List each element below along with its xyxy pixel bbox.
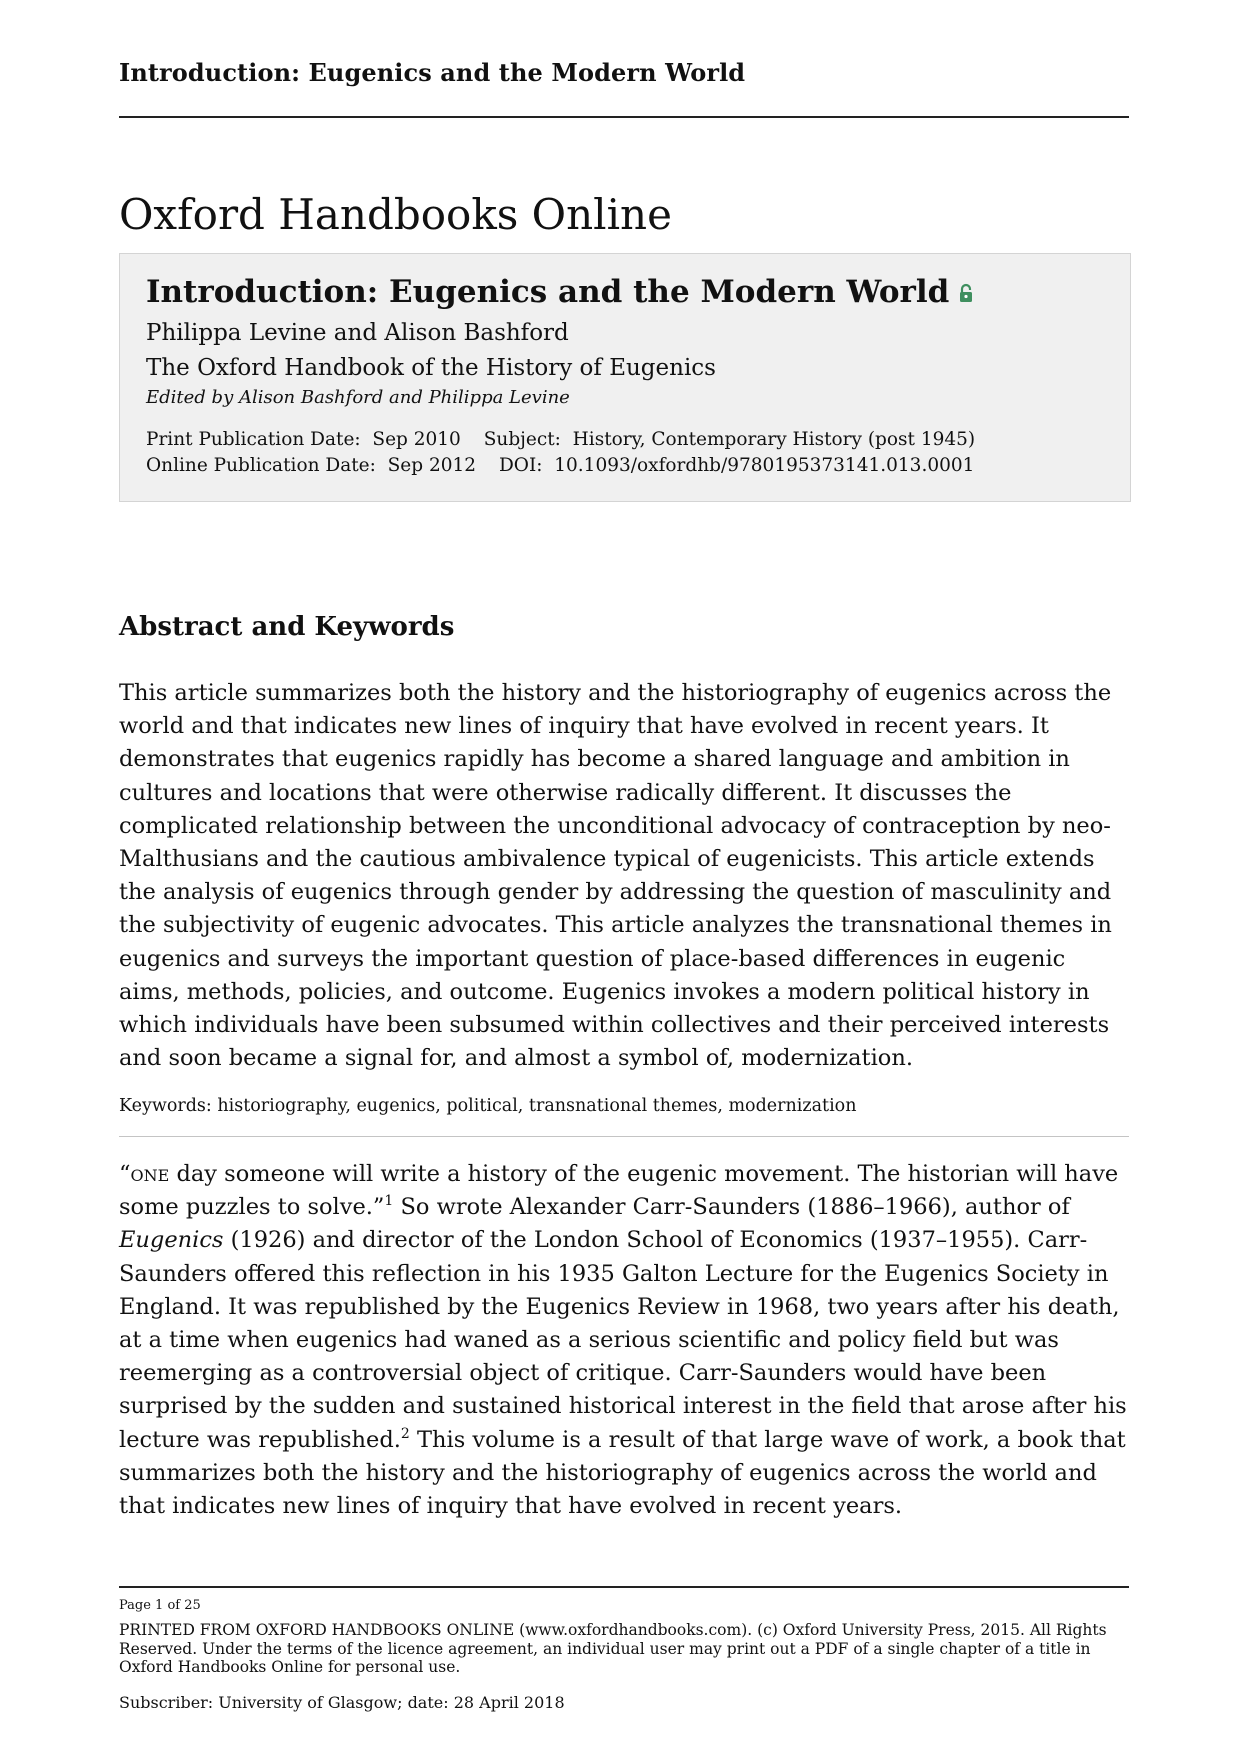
body-paragraph (119, 1158, 1131, 1523)
subject-label: Subject: (483, 429, 561, 450)
doi-value[interactable]: 10.1093/oxfordhb/9780195373141.013.0001 (554, 455, 975, 476)
keywords-divider (119, 1136, 1129, 1137)
site-name: Oxford Handbooks Online (119, 190, 672, 239)
chapter-title-row (146, 274, 973, 310)
print-pub-label: Print Publication Date: (146, 429, 361, 450)
online-pub-value: Sep 2012 (387, 455, 477, 476)
doi-label: DOI: (498, 455, 543, 476)
page-number: Page 1 of 25 (119, 1598, 201, 1613)
body-text-part-3: (1926) and director of the London School of Economics (1937–1955). Carr-Saunders offered this reflection in his 1935 Galton Lecture for the Eugenics Society in England. It was republished by the Eugenics Review in 1968, two years after his death, at a time when eugenics had waned as a serious scientific and policy field but was reemerging as a controversial object of critique. Carr-Saunders would have been surprised by the sudden and sustained historical interest in the field that arose after his lecture was republished. (119, 1227, 1127, 1453)
book-title-italic: Eugenics (119, 1227, 224, 1254)
footer-divider (119, 1586, 1129, 1588)
footnote-ref-1[interactable]: 1 (384, 1193, 394, 1210)
opening-word: one (130, 1161, 170, 1187)
abstract-text: This article summarizes both the history and the historiography of eugenics across the world and that indicates new lines of inquiry that have evolved in recent years. It demonstrates that eugenics rapidly has become a shared language and ambition in cultures and locations that were otherwise radically different. It discusses the complicated relationship between the unconditional advocacy of contraception by neo-Malthusians and the cautious ambivalence typical of eugenicists. This article extends the analysis of eugenics through gender by addressing the question of masculinity and the subjectivity of eugenic advocates. This article analyzes the transnational themes in eugenics and surveys the important question of place-based differences in eugenic aims, methods, policies, and outcome. Eugenics invokes a modern political history in which individuals have been subsumed within collectives and their perceived interests and soon became a signal for, and almost a symbol of, modernization. (119, 680, 1112, 1072)
book-title[interactable]: The Oxford Handbook of the History of Eugenics (146, 355, 716, 381)
body-text-part-2: So wrote Alexander Carr-Saunders (1886–1966), author of (393, 1194, 1070, 1221)
print-notice: PRINTED FROM OXFORD HANDBOOKS ONLINE (www.oxfordhandbooks.com). (c) Oxford University Press, 2015. All Rights Reserved. Under the terms of the licence agreement, an individual user may print out a PDF of a single chapter of a title in Oxford Handbooks Online for personal use. (119, 1621, 1107, 1676)
keywords-line: Keywords: historiography, eugenics, political, transnational themes, modernization (119, 1096, 857, 1116)
chapter-metadata-box (119, 253, 1131, 502)
chapter-authors[interactable]: Philippa Levine and Alison Bashford (146, 320, 569, 346)
online-pub-label: Online Publication Date: (146, 455, 376, 476)
print-pub-value: Sep 2010 (372, 429, 461, 450)
header-divider (119, 116, 1129, 118)
online-publication-row (146, 455, 974, 476)
opening-quote-mark: “ (119, 1161, 131, 1187)
book-editors: Edited by Alison Bashford and Philippa Levine (146, 387, 570, 408)
abstract-heading: Abstract and Keywords (119, 612, 455, 642)
running-header-title: Introduction: Eugenics and the Modern World (119, 58, 746, 87)
footnote-ref-2[interactable]: 2 (400, 1425, 410, 1442)
print-publication-row (146, 429, 975, 450)
body-text-part-4: This volume is a result of that large wave of work, a book that summarizes both the history and the historiography of eugenics across the world and that indicates new lines of inquiry that have evolved in recent years. (119, 1426, 1126, 1520)
subject-value[interactable]: History, Contemporary History (post 1945) (572, 429, 976, 450)
open-lock-icon (959, 275, 973, 295)
subscriber-info: Subscriber: University of Glasgow; date: 28 April 2018 (119, 1693, 565, 1712)
chapter-title[interactable]: Introduction: Eugenics and the Modern World (146, 274, 950, 310)
body-text-part-1: day someone will write a history of the eugenic movement. The historian will have some puzzles to solve.” (119, 1161, 1119, 1221)
